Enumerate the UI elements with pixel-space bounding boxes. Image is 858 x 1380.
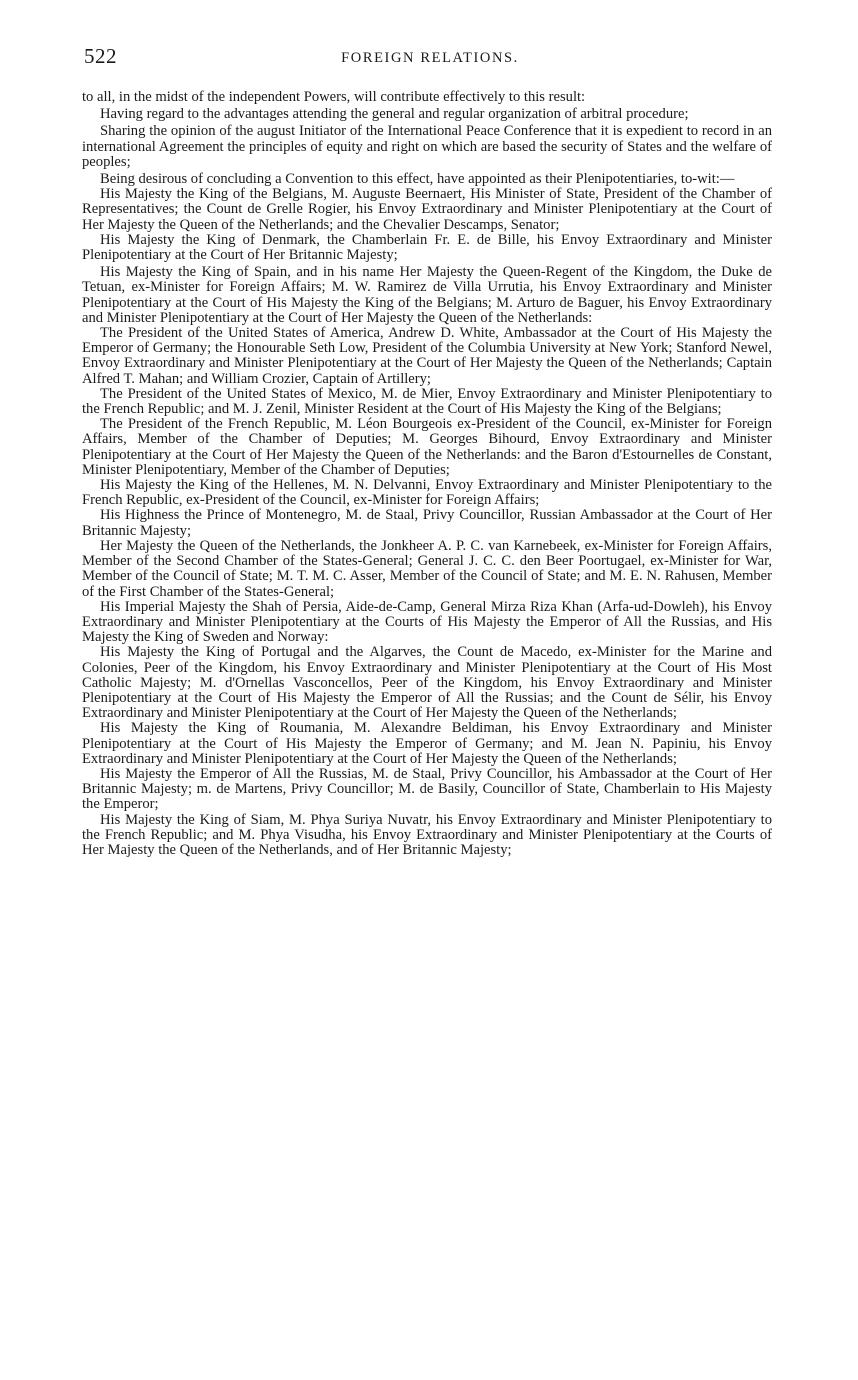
paragraph-peace-conference: Sharing the opinion of the august Initiator of the International Peace Conference that it is expedient to record in an international Agreement the principles of equity and right on which are based the security of States and the welfare of peoples; bbox=[82, 123, 772, 170]
paragraph-continuation: to all, in the midst of the independent Powers, will contribute effectively to this result: bbox=[82, 89, 586, 105]
paragraph-arbitral-procedure: Having regard to the advantages attending the general and regular organization of arbitral procedure; bbox=[100, 106, 689, 123]
paragraph-roumania: His Majesty the King of Roumania, M. Alexandre Beldiman, his Envoy Extraordinary and Minister Plenipotentiary at the Court of His Majesty the Emperor of Germany; and M. Jean N. Papiniu, his Envoy Extraordinary and Minister Plenipotentiary at the Court of Her Majesty the Queen of the Netherlands; bbox=[82, 720, 772, 767]
paragraph-spain: His Majesty the King of Spain, and in his name Her Majesty the Queen-Regent of the Kingdom, the Duke de Tetuan, ex-Minister for Foreign Affairs; M. W. Ramirez de Villa Urrutia, his Envoy Extraordinary and Minister Plenipotentiary at the Court of His Majesty the King of the Belgians; M. Arturo de Baguer, his Envoy Extraordinary and Minister Plenipotentiary at the Court of Her Majesty the Queen of the Netherlands: bbox=[82, 264, 772, 326]
paragraph-russia: His Majesty the Emperor of All the Russias, M. de Staal, Privy Councillor, his Ambassador at the Court of Her Britannic Majesty; m. de Martens, Privy Councillor; M. de Basily, Councillor of State, Chamberlain to His Majesty the Emperor; bbox=[82, 765, 772, 813]
paragraph-denmark: His Majesty the King of Denmark, the Chamberlain Fr. E. de Bille, his Envoy Extraordinary and Minister Plenipotentiary at the Court of Her Britannic Majesty; bbox=[82, 231, 772, 264]
paragraph-netherlands: Her Majesty the Queen of the Netherlands, the Jonkheer A. P. C. van Karnebeek, ex-Minister for Foreign Affairs, Member of the Second Chamber of the States-General; General J. C. C. den Beer Poortugael, ex-Minister for War, Member of the Council of State; M. T. M. C. Asser, Member of the Council of State; and M. E. N. Rahusen, Member of the First Chamber of the States-General; bbox=[82, 537, 772, 600]
page-number: 522 bbox=[84, 44, 117, 68]
paragraph-portugal: His Majesty the King of Portugal and the Algarves, the Count de Macedo, ex-Minister for the Marine and Colonies, Peer of the Kingdom, his Envoy Extraordinary and Minister Plenipotentiary at the Court of His Most Catholic Majesty; M. d'Ornellas Vasconcellos, Peer of the Kingdom, his Envoy Extraordinary and Minister Plenipotentiary at the Court of His Majesty the Emperor of All the Russias; and the Count de Sélir, his Envoy Extraordinary and Minister Plenipotentiary at the Court of Her Majesty the Queen of the Netherlands; bbox=[82, 644, 772, 722]
paragraph-hellenes: His Majesty the King of the Hellenes, M. N. Delvanni, Envoy Extraordinary and Minister Plenipotentiary to the French Republic, ex-President of the Council, ex-Minister for Foreign Affairs; bbox=[82, 477, 772, 509]
paragraph-persia: His Imperial Majesty the Shah of Persia, Aide-de-Camp, General Mirza Riza Khan (Arfa-ud-Dowleh), his Envoy Extraordinary and Minister Plenipotentiary at the Courts of His Majesty the Emperor of All the Russias, and His Majesty the King of Sweden and Norway: bbox=[82, 598, 772, 646]
page-header-title: FOREIGN RELATIONS. bbox=[341, 50, 519, 66]
paragraph-siam: His Majesty the King of Siam, M. Phya Suriya Nuvatr, his Envoy Extraordinary and Minister Plenipotentiary to the French Republic; and M. Phya Visudha, his Envoy Extraordinary and Minister Plenipotentiary at the Courts of Her Majesty the Queen of the Netherlands, and of Her Britannic Majesty; bbox=[82, 811, 772, 858]
paragraph-montenegro: His Highness the Prince of Montenegro, M. de Staal, Privy Councillor, Russian Ambassador at the Court of Her Britannic Majesty; bbox=[82, 507, 772, 539]
paragraph-belgium: His Majesty the King of the Belgians, M. Auguste Beernaert, His Minister of State, President of the Chamber of Representatives; the Count de Grelle Rogier, his Envoy Extraordinary and Minister Plenipotentiary at the Court of Her Majesty the Queen of the Netherlands; and the Chevalier Descamps, Senator; bbox=[82, 186, 772, 233]
running-head bbox=[80, 40, 780, 70]
body-text bbox=[82, 90, 772, 858]
paragraph-france: The President of the French Republic, M. Léon Bourgeois ex-President of the Council, ex-Minister for Foreign Affairs, Member of the Chamber of Deputies; M. Georges Bihourd, Envoy Extraordinary and Minister Plenipotentiary at the Court of Her Majesty the Queen of the Netherlands: and the Baron d'Estournelles de Constant, Minister Plenipotentiary, Member of the Chamber of Deputies; bbox=[82, 416, 772, 478]
paragraph-plenipotentiaries: Being desirous of concluding a Convention to this effect, have appointed as their Plenipotentiaries, to-wit:— bbox=[100, 171, 735, 188]
paragraph-united-states: The President of the United States of America, Andrew D. White, Ambassador at the Court of His Majesty the Emperor of Germany; the Honourable Seth Low, President of the Columbia University at New York; Stanford Newel, Envoy Extraordinary and Minister Plenipotentiary at the Court of Her Majesty the Queen of the Netherlands; Captain Alfred T. Mahan; and William Crozier, Captain of Artillery; bbox=[82, 325, 772, 387]
paragraph-mexico: The President of the United States of Mexico, M. de Mier, Envoy Extraordinary and Minister Plenipotentiary to the French Republic; and M. J. Zenil, Minister Resident at the Court of His Majesty the King of the Belgians; bbox=[82, 385, 772, 418]
